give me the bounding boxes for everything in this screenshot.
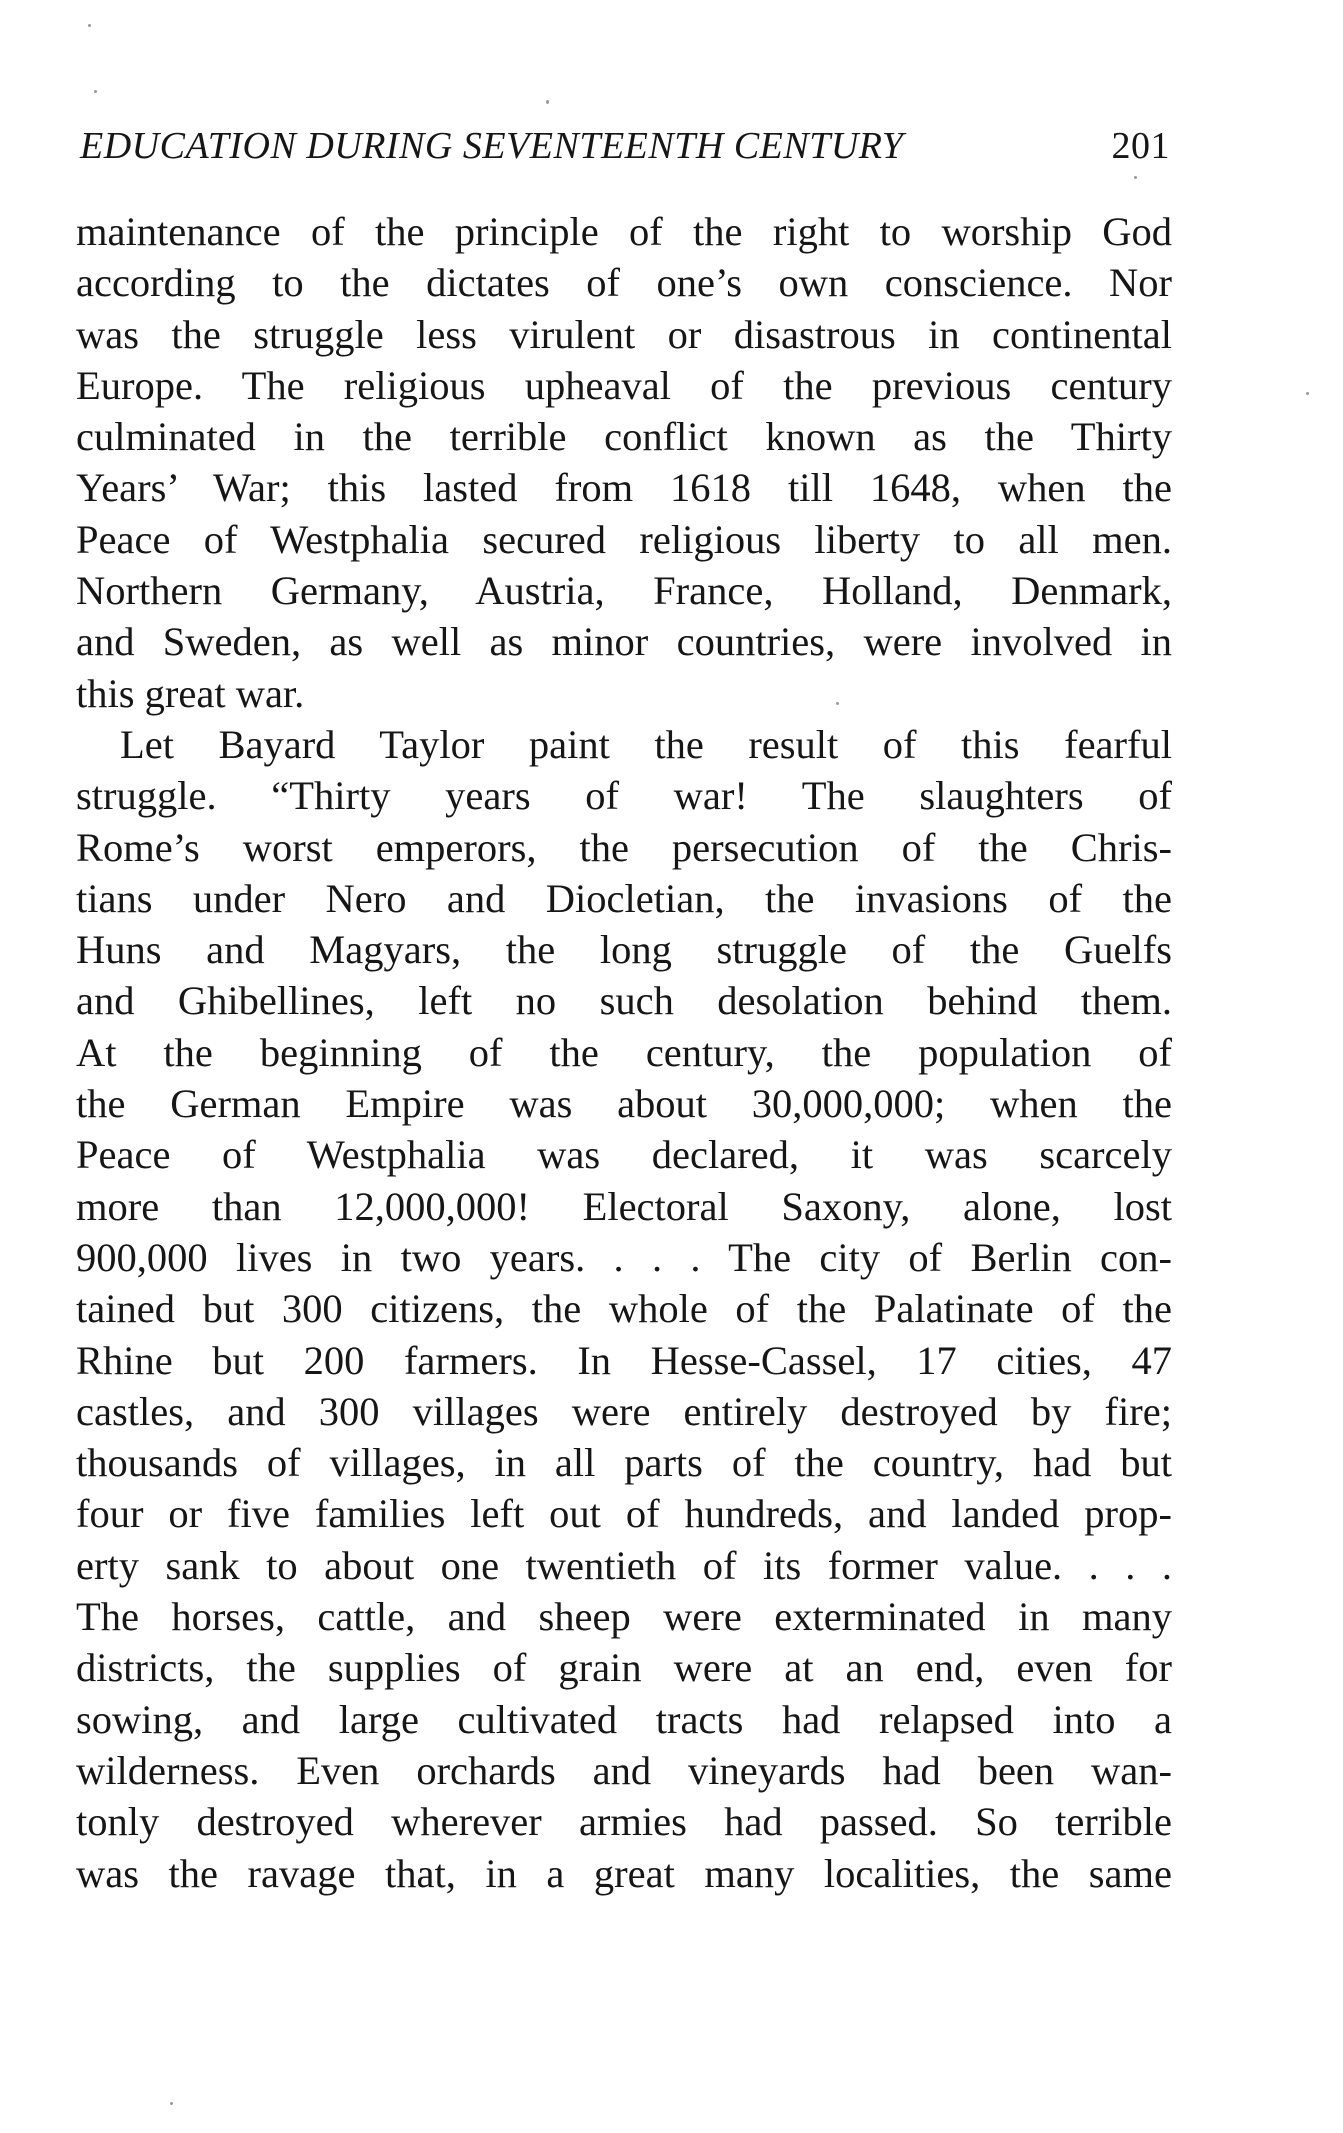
text-line: maintenance of the principle of the right to worship God xyxy=(76,209,1172,254)
text-line: Northern Germany, Austria, France, Holland, Denmark, xyxy=(76,568,1172,614)
paper-speck xyxy=(94,90,97,93)
running-head xyxy=(80,116,1170,176)
text-line: tonly destroyed wherever armies had passed. So terrible xyxy=(76,1799,1172,1845)
text-line: Huns and Magyars, the long struggle of the Guelfs xyxy=(76,927,1172,973)
text-line: culminated in the terrible conflict known as the Thirty xyxy=(76,414,1172,460)
text-line: castles, and 300 villages were entirely destroyed by fire; xyxy=(76,1388,1172,1434)
paper-speck xyxy=(170,2102,173,2105)
text-line: sowing, and large cultivated tracts had relapsed into a xyxy=(76,1696,1172,1742)
text-line: districts, the supplies of grain were at an end, even for xyxy=(76,1645,1172,1691)
paragraph-2 xyxy=(76,719,1172,1899)
text-line: struggle. “Thirty years of war! The slaughters of xyxy=(76,773,1172,819)
text-line: Europe. The religious upheaval of the previous century xyxy=(76,362,1172,408)
text-line: The horses, cattle, and sheep were exterminated in many xyxy=(76,1594,1172,1640)
text-line: Let Bayard Taylor paint the result of this fearful xyxy=(120,721,1172,767)
body-text xyxy=(76,206,1172,1899)
text-line: four or five families left out of hundreds, and landed prop- xyxy=(76,1491,1172,1537)
text-line: and Sweden, as well as minor countries, were involved in xyxy=(76,619,1172,665)
text-line: the German Empire was about 30,000,000; when the xyxy=(76,1081,1172,1127)
running-title: EDUCATION DURING SEVENTEENTH CENTURY xyxy=(80,125,904,167)
text-line: and Ghibellines, left no such desolation behind them. xyxy=(76,978,1172,1024)
paper-speck xyxy=(546,100,549,104)
text-line: Peace of Westphalia secured religious liberty to all men. xyxy=(76,516,1172,562)
text-line: Rome’s worst emperors, the persecution of the Chris- xyxy=(76,824,1172,870)
text-line: tians under Nero and Diocletian, the invasions of the xyxy=(76,875,1172,921)
text-line: more than 12,000,000! Electoral Saxony, alone, lost xyxy=(76,1183,1172,1229)
text-line: 900,000 lives in two years. . . . The city of Berlin con- xyxy=(76,1234,1172,1280)
paper-speck xyxy=(88,24,91,27)
text-line: this great war. xyxy=(76,670,305,716)
text-line: according to the dictates of one’s own conscience. Nor xyxy=(76,260,1172,306)
paper-speck xyxy=(836,702,839,705)
text-line: Years’ War; this lasted from 1618 till 1648, when the xyxy=(76,465,1172,511)
text-line: thousands of villages, in all parts of the country, had but xyxy=(76,1440,1172,1486)
text-line: was the ravage that, in a great many localities, the same xyxy=(76,1850,1172,1896)
text-line: was the struggle less virulent or disastrous in continental xyxy=(76,311,1172,357)
text-line: Rhine but 200 farmers. In Hesse-Cassel, 17 cities, 47 xyxy=(76,1337,1172,1383)
paper-speck xyxy=(1306,392,1309,395)
text-line: At the beginning of the century, the population of xyxy=(76,1029,1172,1075)
text-line: Peace of Westphalia was declared, it was scarcely xyxy=(76,1132,1172,1178)
text-line: erty sank to about one twentieth of its former value. . . . xyxy=(76,1542,1172,1588)
text-line: tained but 300 citizens, the whole of the Palatinate of the xyxy=(76,1286,1172,1332)
page-number: 201 xyxy=(1111,125,1170,167)
paper-speck xyxy=(1134,176,1137,179)
text-line: wilderness. Even orchards and vineyards had been wan- xyxy=(76,1747,1172,1793)
paragraph-1 xyxy=(76,206,1172,719)
